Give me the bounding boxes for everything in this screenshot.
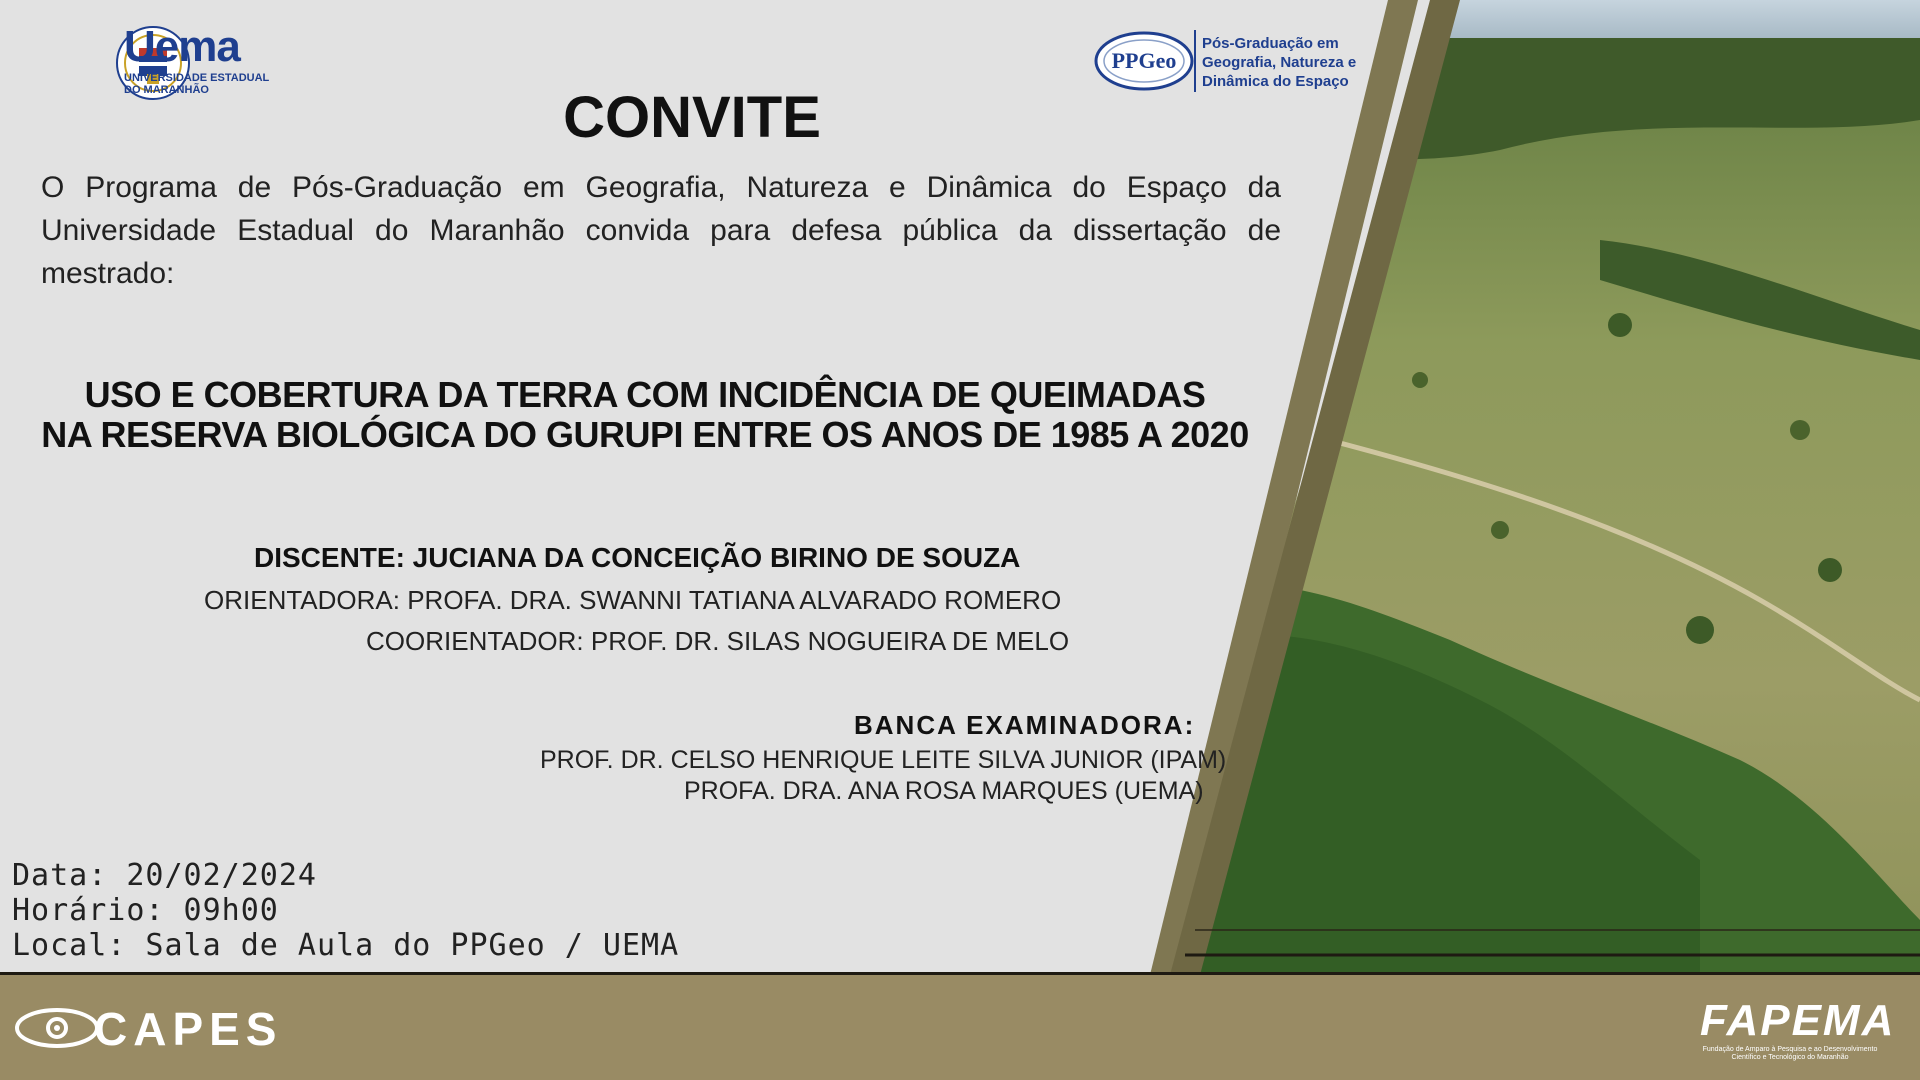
thesis-title-line-2: NA RESERVA BIOLÓGICA DO GURUPI ENTRE OS ANOS DE 1985 A 2020: [41, 414, 1249, 455]
invitation-title: CONVITE: [563, 85, 821, 150]
thesis-title-line-1: USO E COBERTURA DA TERRA COM INCIDÊNCIA DE QUEIMADAS: [84, 374, 1206, 415]
board-title: BANCA EXAMINADORA:: [854, 710, 1196, 740]
footer-band: [0, 972, 1920, 1080]
fapema-logo-subtitle: Fundação de Amparo à Pesquisa e ao Desenvolvimento Científico e Tecnológico do Maranhão: [1702, 1046, 1878, 1061]
event-date: Data: 20/02/2024: [12, 858, 317, 893]
ppgeo-seal-lettering: PPGeo: [1111, 48, 1177, 73]
capes-logo-word: CAPES: [94, 1003, 283, 1055]
board-member-2: PROFA. DRA. ANA ROSA MARQUES (UEMA): [684, 777, 1204, 805]
uema-logo-subtitle: UNIVERSIDADE ESTADUAL DO MARANHÃO: [124, 72, 270, 96]
invitation-intro: O Programa de Pós-Graduação em Geografia, Natureza e Dinâmica do Espaço da Universidade Estadual do Maranhão convida para defesa pública da dissertação de mestrado:: [41, 171, 1281, 290]
capes-eye-icon: [12, 1000, 102, 1056]
ppgeo-seal-icon: [1094, 30, 1198, 92]
uema-logo-word: Uema: [124, 22, 240, 71]
advisor-name: ORIENTADORA: PROFA. DRA. SWANNI TATIANA ALVARADO ROMERO: [204, 585, 1062, 615]
board-member-1: PROF. DR. CELSO HENRIQUE LEITE SILVA JUNIOR (IPAM): [540, 746, 1227, 774]
event-place: Local: Sala de Aula do PPGeo / UEMA: [12, 928, 680, 963]
event-time: Horário: 09h00: [12, 893, 279, 928]
coadvisor-name: COORIENTADOR: PROF. DR. SILAS NOGUEIRA DE MELO: [366, 626, 1070, 656]
student-name: DISCENTE: JUCIANA DA CONCEIÇÃO BIRINO DE SOUZA: [254, 542, 1021, 573]
ppgeo-logo-subtitle: Pós-Graduação em Geografia, Natureza e Dinâmica do Espaço: [1202, 35, 1357, 90]
fapema-logo-word: FAPEMA: [1700, 996, 1896, 1045]
